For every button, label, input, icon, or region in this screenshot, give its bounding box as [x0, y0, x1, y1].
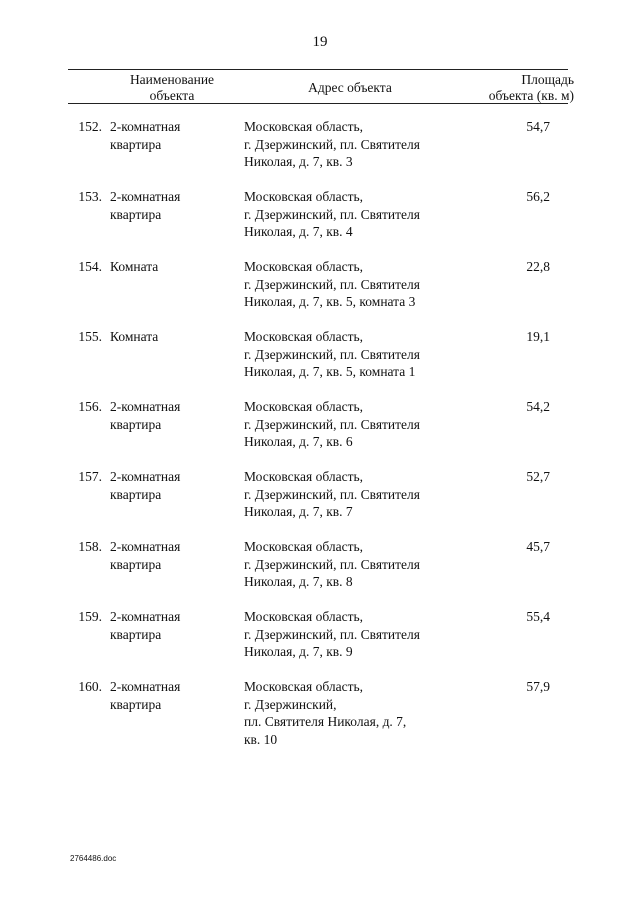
table-header-rule: [68, 103, 568, 104]
object-area: 22,8: [526, 259, 550, 274]
object-area: 52,7: [526, 469, 550, 484]
header-address-column: Адрес объекта: [308, 80, 392, 95]
object-name: Комната: [110, 259, 159, 274]
object-address: Московская область, г. Дзержинский, пл. Святителя Николая, д. 7, кв. 3: [244, 119, 420, 169]
object-address: Московская область, г. Дзержинский, пл. Святителя Николая, д. 7, кв. 5, комната 1: [244, 329, 420, 379]
object-address: Московская область, г. Дзержинский, пл. Святителя Николая, д. 7, кв. 4: [244, 189, 420, 239]
document-filename: 2764486.doc: [70, 854, 117, 863]
row-number: 155.: [78, 329, 102, 344]
object-name: 2-комнатная квартира: [110, 539, 181, 572]
row-number: 156.: [78, 399, 102, 414]
object-area: 45,7: [526, 539, 550, 554]
object-name: 2-комнатная квартира: [110, 469, 181, 502]
header-name-column: Наименование объекта: [129, 72, 215, 103]
header-area-column: Площадь объекта (кв. м): [488, 72, 574, 103]
object-address: Московская область, г. Дзержинский, пл. Святителя Николая, д. 7, кв. 10: [244, 679, 407, 747]
row-number: 158.: [78, 539, 102, 554]
row-number: 159.: [78, 609, 102, 624]
object-area: 56,2: [526, 189, 550, 204]
page-number: 19: [312, 34, 328, 50]
row-number: 157.: [78, 469, 102, 484]
object-area: 57,9: [526, 679, 550, 694]
object-name: 2-комнатная квартира: [110, 119, 181, 152]
row-number: 153.: [78, 189, 102, 204]
object-area: 54,2: [526, 399, 550, 414]
object-name: 2-комнатная квартира: [110, 679, 181, 712]
object-address: Московская область, г. Дзержинский, пл. Святителя Николая, д. 7, кв. 5, комната 3: [244, 259, 420, 309]
table-top-rule: [68, 69, 568, 70]
object-name: 2-комнатная квартира: [110, 399, 181, 432]
object-area: 19,1: [526, 329, 550, 344]
object-address: Московская область, г. Дзержинский, пл. Святителя Николая, д. 7, кв. 9: [244, 609, 420, 659]
object-address: Московская область, г. Дзержинский, пл. Святителя Николая, д. 7, кв. 6: [244, 399, 420, 449]
row-number: 160.: [78, 679, 102, 694]
object-name: Комната: [110, 329, 159, 344]
object-area: 54,7: [526, 119, 550, 134]
object-area: 55,4: [526, 609, 550, 624]
object-name: 2-комнатная квартира: [110, 609, 181, 642]
row-number: 154.: [78, 259, 102, 274]
object-address: Московская область, г. Дзержинский, пл. Святителя Николая, д. 7, кв. 7: [244, 469, 420, 519]
object-address: Московская область, г. Дзержинский, пл. Святителя Николая, д. 7, кв. 8: [244, 539, 420, 589]
object-name: 2-комнатная квартира: [110, 189, 181, 222]
row-number: 152.: [78, 119, 102, 134]
